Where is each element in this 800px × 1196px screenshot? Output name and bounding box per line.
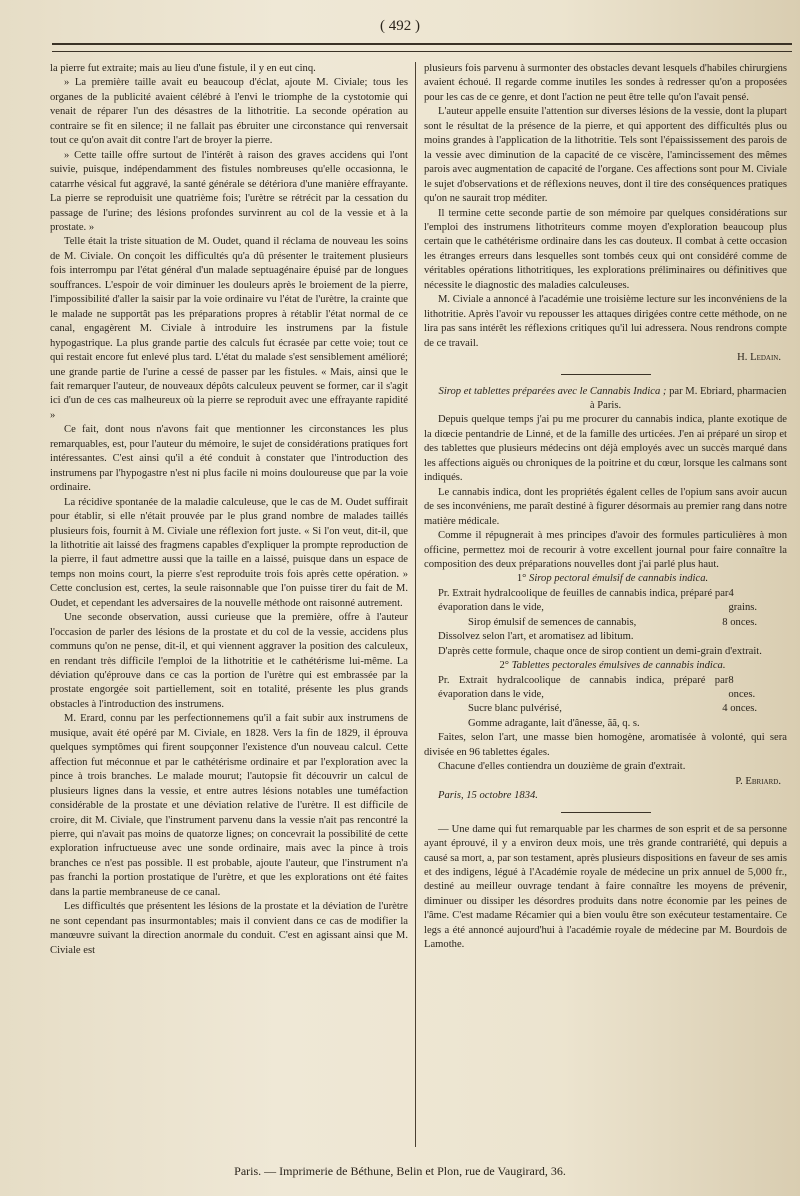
- recipe-instruction: Faites, selon l'art, une masse bien homogène, aromatisée à volonté, qui sera divisée en 96 tablettes égales.: [424, 732, 787, 758]
- recipe-ingredient: Sucre blanc pulvérisé,: [468, 703, 562, 715]
- recipe-line: [424, 616, 787, 630]
- recipe-note: Chacune d'elles contiendra un douzième de grain d'extrait.: [438, 761, 686, 773]
- dateline: Paris, 15 octobre 1834.: [438, 790, 538, 802]
- left-paragraph: La récidive spontanée de la maladie calculeuse, que le cas de M. Oudet suffirait pour établir, si elle n'était prouvée par le plus grand nombre de malades taillés plusieurs fois, fournit à M. Civiale une réflexion fort juste. « Si l'on veut, dit-il, que la lithotritie ait laissé des fragmens capables d'expliquer la prompte reproduction de la pierre, il faut admettre aussi que la taille en a laissé, puisque dans un espace de temps non moins court, la pierre s'est reproduite trois fois après cette opération. » Cette conclusion est, certes, la seule raisonnable que l'on puisse tirer du fait de M. Oudet, et cependant les adversaires de la nouvelle méthode ont raisonné autrement.: [50, 496, 408, 609]
- recipe-number: 2°: [499, 660, 510, 672]
- page-number: ( 492 ): [380, 18, 420, 34]
- recipe-note: D'après cette formule, chaque once de sirop contient un demi-grain d'extrait.: [438, 645, 762, 657]
- recipe-quantity: 4 grains.: [728, 587, 758, 614]
- section-separator: [561, 374, 651, 375]
- recipe-number: 1°: [516, 573, 527, 585]
- recipe-heading: [424, 659, 787, 673]
- recipe-line: [424, 717, 787, 731]
- left-paragraph: M. Erard, connu par les perfectionnemens qu'il a fait subir aux instrumens de musique, avait été opéré par M. Civiale, en 1828. Vers la fin de 1829, il éprouva quelques symptômes qui firent soupçonner l'existence d'un nouveau calcul. Cette affection fut méconnue et par le cathétérisme ordinaire et par l'exploration avec la pince à trois branches. Le malade mourut; l'autopsie fit découvrir un calcul de plusieurs lignes dans la vessie, et entre autres lésions notables une tuméfaction considérable de la prostate et une déviation relative de l'urètre. Il est difficile de croire, dit M. Civiale, que l'instrument parvenu dans la vessie n'ait pas rencontré la pierre, qui n'avait pas moins de quatorze lignes; on concevrait la possibilité de cette exploration infructueuse avec une sonde ordinaire, mais avec la pince à trois branches ce n'est pas possible. Il est probable, ajoute l'auteur, que l'instrument n'a pas franchi la portion prostatique de l'urètre, et que les explorations ont été faites dans la partie membraneuse de ce canal.: [50, 713, 408, 898]
- recipe-quantity: 8 onces.: [722, 616, 757, 628]
- recipe-quantity: [757, 717, 787, 731]
- column-divider: [415, 62, 416, 1147]
- recipe-ingredient: Pr. Extrait hydralcoolique de feuilles de cannabis indica, préparé par évaporation dans le vide,: [438, 587, 729, 614]
- left-paragraph: Les difficultés que présentent les lésions de la prostate et la déviation de l'urètre ne sont cependant pas insurmontables; mais il convient dans ce cas de modifier la manœuvre suivant la direction anormale du conduit. C'est en agissant ainsi que M. Civiale est: [50, 901, 408, 956]
- recipe-line: [424, 587, 787, 616]
- recipe-instruction: Dissolvez selon l'art, et aromatisez ad libitum.: [438, 631, 634, 643]
- right-paragraph: L'auteur appelle ensuite l'attention sur diverses lésions de la vessie, dont la plupart sont le résultat de la présence de la pierre, et qui apportent des difficultés plus ou moins grandes à l'application de la lithotritie. Tels sont l'épaississement des parois de la vessie avec diminution de la capacité de ce viscère, l'amincissement des mêmes parois avec augmentation de capacité de l'organe. Ces affections sont pour M. Civiale le sujet d'observations et de réflexions neuves, dont il tire des conséquences pratiques qu'on ne saurait trop méditer.: [424, 106, 787, 205]
- printer-footer: Paris. — Imprimerie de Béthune, Belin et Plon, rue de Vaugirard, 36.: [234, 1164, 566, 1178]
- left-paragraph: Telle était la triste situation de M. Oudet, quand il réclama de nouveau les soins de M. Civiale. On conçoit les difficultés qu'a dû présenter le traitement plusieurs fois interrompu par l'état général d'un malade septuagénaire épuisé par de longues souffrances. L'espoir de voir diminuer les douleurs après le broiement de la pierre, l'impossibilité d'aller la saisir par la voie ordinaire vu l'état de l'urètre, la crainte que le malade ne supportât pas les préparations propres à rétablir l'état normal de ce canal, engagèrent M. Civiale à introduire les instrumens par la fistule hypogastrique. La plus grande partie des calculs fut écrasée par cette voie; tout ce qui restait encore fut enlevé plus tard. L'état du malade s'est sensiblement amélioré; une grande partie de l'urine a cessé de passer par les fistules. « Mais, ainsi que le fait remarquer l'auteur, de nouveaux dépôts calculeux peuvent se former, car il s'agit ici d'un de ces cas malheureux où la pierre se reproduit avec une effrayante rapidité »: [50, 236, 408, 421]
- left-paragraph: » La première taille avait eu beaucoup d'éclat, ajoute M. Civiale; tous les organes de la publicité avaient célébré à l'envi le triomphe de la cystotomie qui venait de réparer l'un des désastres de la lithotritie. La seconde opération au contraire se fit en silence; il ne fallait pas ébruiter une circonstance qui renversait tout ce qu'on avait dit contre l'art de broyer la pierre.: [50, 77, 408, 147]
- recipe-ingredient: Gomme adragante, lait d'ânesse, ãã, q. s.: [468, 717, 640, 729]
- left-paragraph: la pierre fut extraite; mais au lieu d'une fistule, il y en eut cinq.: [50, 63, 316, 74]
- recipe-heading: [424, 572, 787, 586]
- right-column: [424, 62, 787, 953]
- article-title-byline: par M. Ebriard, pharmacien à Paris.: [589, 385, 787, 411]
- recipe-quantity: 8 onces.: [728, 674, 756, 701]
- news-paragraph: — Une dame qui fut remarquable par les charmes de son esprit et de sa personne ayant éprouvé, il y a environ deux mois, une très grande contrariété, qui depuis a causé sa mort, a, par son testament, après plusieurs dispositions en faveur de ses amis et des indigens, légué à l'Académie royale de médecine un prix annuel de 5,000 fr., destiné au meilleur ouvrage tendant à faire connaître les moyens de prévenir, diminuer ou dissiper les désordres produits dans notre économie par les peines de l'âme. C'est madame Récamier qui a bien voulu être son exécuteur testamentaire. Ce legs a été annoncé aujourd'hui à l'académie royale de médecine par M. Bourdois de Lamothe.: [424, 823, 787, 951]
- recipe-quantity: 4 onces.: [722, 703, 757, 715]
- right-paragraph: M. Civiale a annoncé à l'académie une troisième lecture sur les inconvéniens de la lithotritie. Après l'avoir vu repousser les attaques dirigées contre cette méthode, on ne lira pas sans intérêt les réflexions critiques qu'il lui adressera. Nous rendrons compte de ce travail.: [424, 294, 787, 349]
- recipe-ingredient: Pr. Extrait hydralcoolique de cannabis indica, préparé par évaporation dans le vide,: [438, 674, 729, 701]
- recipe-title: Sirop pectoral émulsif de cannabis indica.: [529, 573, 709, 585]
- left-paragraph: » Cette taille offre surtout de l'intérêt à raison des graves accidens qui l'ont suivie, puisque, indépendamment des fistules nombreuses qu'elle occasionna, le catarrhe vésical fut aggravé, la santé générale se détériora d'une manière effrayante. La pierre se reproduisit une quatrième fois; l'urètre se rétrécit par la cessation du passage de l'urine; des lésions profondes survinrent au col de la vessie et à la prostate. »: [50, 149, 408, 233]
- left-column: [50, 62, 408, 958]
- recipe-line: [424, 702, 787, 716]
- article-paragraph: Comme il répugnerait à mes principes d'avoir des formules particulières à mon officine, permettez moi de recourir à votre excellent journal pour faire connaître la composition des deux préparations nouvelles dont j'ai parlé plus haut.: [424, 530, 787, 570]
- recipe-block: [424, 674, 787, 775]
- recipe-line: [424, 674, 787, 703]
- right-paragraph: plusieurs fois parvenu à surmonter des obstacles devant lesquels d'habiles chirurgiens avaient échoué. Il regarde comme inutiles les sondes à redresser qu'on a proposées pour les cas de ce genre, et dont l'action ne peut être telle qu'on l'avait pensé.: [424, 63, 787, 103]
- left-paragraph: Une seconde observation, aussi curieuse que la première, offre à l'auteur l'occasion de parler des lésions de la prostate et du col de la vessie, accidens plus communs qu'on ne pense, dit-il, et qui viennent aggraver la position des calculeux, en rendant très difficile l'emploi de la lithotritie et le cathétérisme lui-même. La déviation qu'éprouve dans ce cas la portion de l'urètre qui est embrassée par la prostate engorgée soit partiellement, soit en totalité, présente les plus grands obstacles à l'introduction des instrumens.: [50, 612, 408, 710]
- header-rule: [52, 43, 792, 52]
- article-paragraph: Depuis quelque temps j'ai pu me procurer du cannabis indica, plante exotique de la diœcie pentandrie de Linné, et de la famille des urticées. J'en ai préparé un sirop et des tablettes que plusieurs médecins ont déjà employés avec un succès marqué dans les affections aiguës ou chroniques de la poitrine et du cœur, lorsque les calmans sont indiqués.: [424, 414, 787, 484]
- recipe-ingredient: Sirop émulsif de semences de cannabis,: [468, 616, 637, 628]
- author-signature: P. Ebriard.: [735, 775, 781, 787]
- recipe-title: Tablettes pectorales émulsives de cannabis indica.: [511, 660, 726, 672]
- left-paragraph: Ce fait, dont nous n'avons fait que mentionner les circonstances les plus remarquables, est, pour l'auteur du mémoire, le sujet de considérations pratiques fort intéressantes. C'est ainsi qu'il a été conduit à constater que l'introduction des instrumens par l'hypogastre n'est ni plus facile ni moins douloureuse que par la voie ordinaire.: [50, 424, 408, 494]
- author-signature: H. Ledain.: [737, 352, 781, 364]
- article-paragraph: Le cannabis indica, dont les propriétés égalent celles de l'opium sans avoir aucun de ses inconvéniens, me paraît destiné à figurer désormais au premier rang dans notre matière médicale.: [424, 486, 787, 527]
- section-separator: [561, 812, 651, 813]
- article-title: [424, 385, 787, 414]
- article-title-main: Sirop et tablettes préparées avec le Cannabis Indica ;: [438, 385, 667, 397]
- recipe-block: [424, 587, 787, 659]
- right-paragraph: Il termine cette seconde partie de son mémoire par quelques considérations sur l'emploi des instrumens lithotriteurs comme moyen d'exploration beaucoup plus certain que le cathétérisme ordinaire dans les cas douteux. Il combat à cette occasion les étranges erreurs dans lesquelles sont tombés ceux qui ont considéré comme de véritables opérations lithotritiques, les explorations préliminaires ou définitives que nécessite le diagnostic des maladies calculeuses.: [424, 207, 787, 291]
